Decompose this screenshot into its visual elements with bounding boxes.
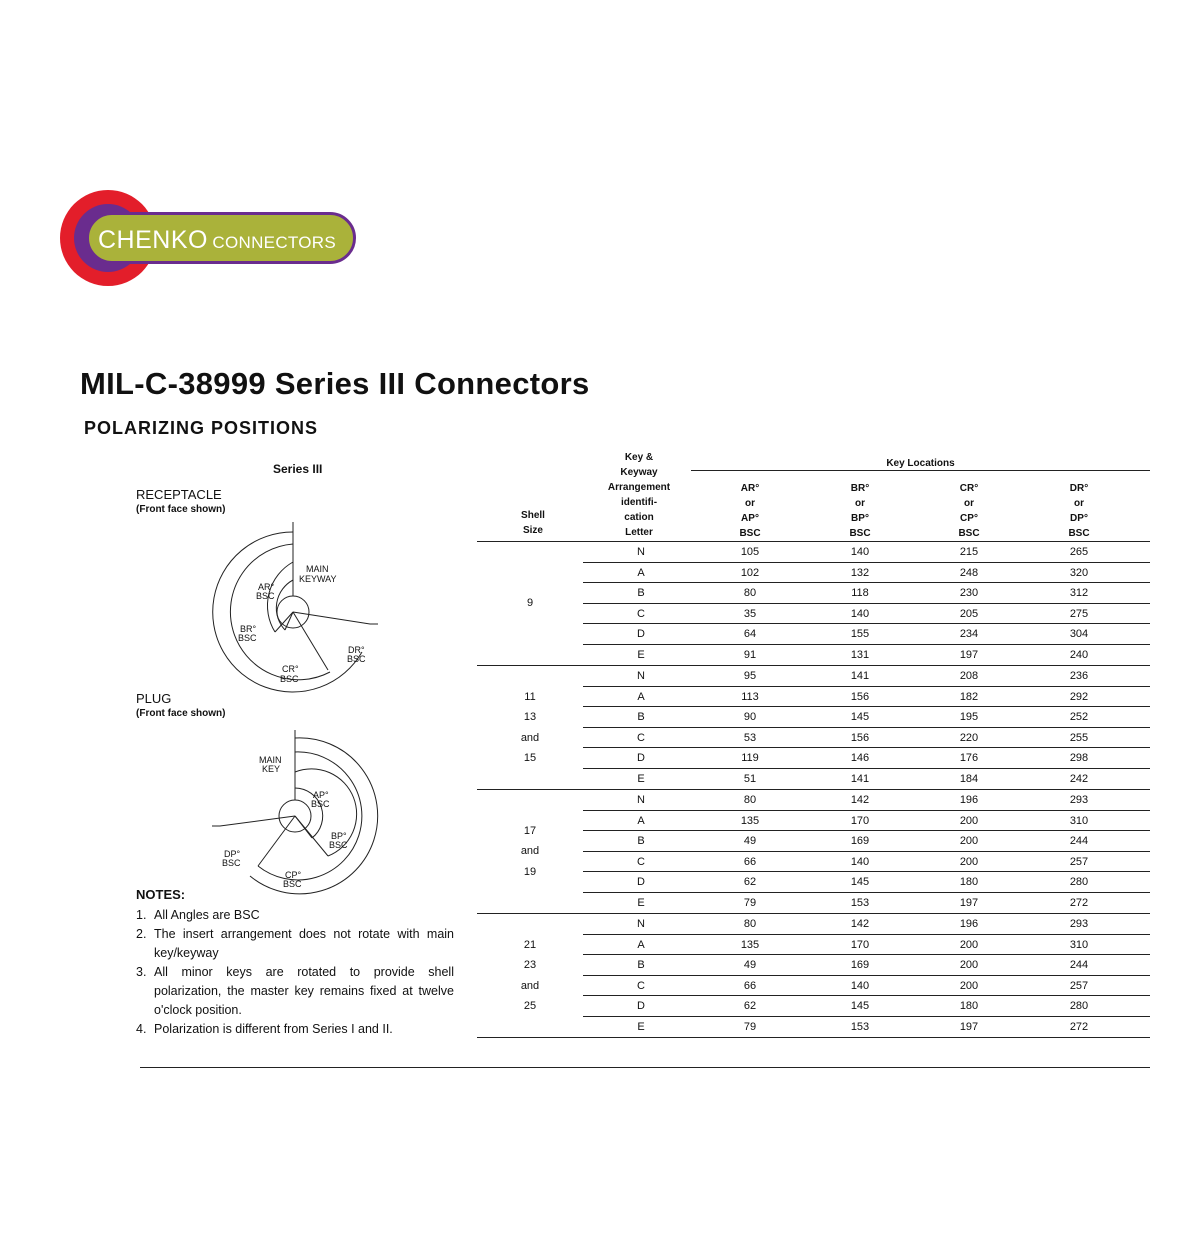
table-cell: 197 xyxy=(959,648,979,661)
table-cell: 53 xyxy=(743,731,757,744)
table-cell: 272 xyxy=(1069,896,1089,909)
page-subtitle: POLARIZING POSITIONS xyxy=(84,418,319,438)
table-cell: 257 xyxy=(1069,979,1089,992)
table-cell: E xyxy=(637,772,645,785)
table-cell: 135 xyxy=(740,814,760,827)
table-cell: N xyxy=(637,918,645,930)
table-cell: 298 xyxy=(1069,752,1089,764)
table-row xyxy=(477,624,1150,645)
table-cell: 153 xyxy=(850,896,870,909)
table-cell: 310 xyxy=(1069,938,1089,951)
table-cell: 132 xyxy=(850,566,870,579)
table-cell: 292 xyxy=(1069,690,1089,703)
table-cell: 293 xyxy=(1069,918,1089,930)
shell-size-cell: 17 and 19 xyxy=(520,824,540,878)
note-item xyxy=(136,925,454,963)
header-cr: CR° or CP° BSC xyxy=(958,483,980,539)
page-title: MIL-C-38999 Series III Connectors xyxy=(80,366,590,401)
shell-size-group xyxy=(477,790,1150,914)
table-row xyxy=(477,583,1150,604)
table-cell: 200 xyxy=(959,979,979,992)
table-cell: 156 xyxy=(850,731,870,744)
table-cell: 49 xyxy=(743,835,757,847)
table-cell: D xyxy=(637,628,645,640)
logo-text xyxy=(98,226,336,255)
table-cell: D xyxy=(637,1000,645,1012)
receptacle-main-label-2: KEYWAY xyxy=(299,574,337,584)
receptacle-cr-label: CR° xyxy=(282,664,299,674)
receptacle-dr-label: DR° xyxy=(348,645,365,655)
table-cell: 80 xyxy=(743,918,757,930)
table-cell: 312 xyxy=(1069,587,1089,599)
receptacle-main-label-1: MAIN xyxy=(306,564,329,574)
table-cell: 280 xyxy=(1069,876,1089,888)
table-cell: 66 xyxy=(743,855,757,868)
table-cell: 64 xyxy=(743,628,757,640)
table-cell: 95 xyxy=(743,670,757,682)
table-row xyxy=(477,604,1150,625)
table-cell: 195 xyxy=(959,711,979,723)
table-cell: B xyxy=(637,587,645,599)
note-number: 1. xyxy=(136,908,147,922)
table-cell: 35 xyxy=(743,607,757,620)
plug-dp-bsc: BSC xyxy=(222,858,241,868)
table-row xyxy=(477,935,1150,956)
note-number: 2. xyxy=(136,927,147,941)
table-cell: E xyxy=(637,1020,645,1033)
table-cell: 156 xyxy=(850,690,870,703)
shell-size-group xyxy=(477,914,1150,1038)
table-cell: 145 xyxy=(850,711,870,723)
table-cell: 153 xyxy=(850,1020,870,1033)
table-cell: 169 xyxy=(850,959,870,971)
shell-size-cell: 21 23 and 25 xyxy=(520,938,540,1012)
plug-label: PLUG xyxy=(136,691,172,706)
table-cell: 113 xyxy=(741,690,759,703)
table-cell: 80 xyxy=(743,587,757,599)
table-cell: 240 xyxy=(1069,648,1089,661)
table-cell: 242 xyxy=(1069,772,1089,785)
table-cell: 275 xyxy=(1069,607,1089,620)
table-cell: 145 xyxy=(850,876,870,888)
table-cell: 105 xyxy=(740,546,760,558)
table-row xyxy=(477,976,1150,997)
table-row xyxy=(477,645,1150,666)
table-cell: 244 xyxy=(1069,835,1089,847)
series-label: Series III xyxy=(273,462,323,476)
header-dr: DR° or DP° BSC xyxy=(1068,483,1090,539)
bottom-rule xyxy=(140,1067,1150,1068)
table-cell: 200 xyxy=(959,835,979,847)
table-body xyxy=(477,542,1150,1038)
table-row xyxy=(477,872,1150,893)
table-header xyxy=(477,448,1150,542)
shell-size-cell: 9 xyxy=(526,597,534,610)
table-cell: 234 xyxy=(959,628,979,640)
table-cell: C xyxy=(637,855,645,868)
note-item xyxy=(136,963,454,1020)
table-cell: 142 xyxy=(850,918,870,930)
plug-cp-label: CP° xyxy=(285,870,302,880)
table-cell: 293 xyxy=(1069,794,1089,806)
table-cell: A xyxy=(637,690,645,703)
table-cell: 265 xyxy=(1069,546,1089,558)
table-cell: 79 xyxy=(743,896,757,909)
table-cell: D xyxy=(637,752,645,764)
table-row xyxy=(477,748,1150,769)
table-cell: 200 xyxy=(959,938,979,951)
table-row xyxy=(477,831,1150,852)
plug-dp-label: DP° xyxy=(224,849,241,859)
table-cell: 255 xyxy=(1069,731,1089,744)
table-cell: 200 xyxy=(959,814,979,827)
plug-bp-label: BP° xyxy=(331,831,347,841)
table-row xyxy=(477,790,1150,811)
plug-sub: (Front face shown) xyxy=(136,708,226,719)
table-cell: 197 xyxy=(959,1020,979,1033)
table-cell: N xyxy=(637,670,645,682)
table-cell: 320 xyxy=(1069,566,1089,579)
table-cell: 205 xyxy=(959,607,979,620)
table-cell: E xyxy=(637,896,645,909)
table-row xyxy=(477,996,1150,1017)
table-cell: 236 xyxy=(1069,670,1089,682)
table-cell: N xyxy=(637,546,645,558)
note-text: All Angles are BSC xyxy=(154,908,260,922)
table-cell: 140 xyxy=(850,607,870,620)
table-cell: D xyxy=(637,876,645,888)
table-cell: 118 xyxy=(851,587,869,599)
table-cell: 140 xyxy=(850,546,870,558)
table-cell: 131 xyxy=(850,648,870,661)
table-cell: B xyxy=(637,835,645,847)
table-cell: B xyxy=(637,959,645,971)
receptacle-ar-label: AR° xyxy=(258,582,275,592)
table-cell: 304 xyxy=(1069,628,1089,640)
table-row xyxy=(477,666,1150,687)
header-key-locations: Key Locations xyxy=(886,458,955,469)
table-cell: 141 xyxy=(850,670,870,682)
header-key-letter: Key & Keyway Arrangement identifi- cation Letter xyxy=(607,452,671,538)
table-row xyxy=(477,687,1150,708)
table-cell: 180 xyxy=(959,1000,979,1012)
shell-size-cell: 11 13 and 15 xyxy=(520,690,540,764)
table-row xyxy=(477,1017,1150,1038)
receptacle-dr-bsc: BSC xyxy=(347,654,366,664)
table-cell: 200 xyxy=(959,959,979,971)
table-cell: 145 xyxy=(850,1000,870,1012)
table-cell: 170 xyxy=(850,814,870,827)
table-cell: 184 xyxy=(959,772,979,785)
table-cell: C xyxy=(637,979,645,992)
receptacle-label: RECEPTACLE xyxy=(136,487,222,502)
table-cell: C xyxy=(637,607,645,620)
note-number: 3. xyxy=(136,965,147,979)
notes-title: NOTES: xyxy=(136,887,186,902)
table-cell: A xyxy=(637,814,645,827)
table-cell: 182 xyxy=(959,690,979,703)
table-cell: 142 xyxy=(850,794,870,806)
note-text: Polarization is different from Series I and II. xyxy=(154,1022,393,1036)
receptacle-cr-bsc: BSC xyxy=(280,674,299,684)
note-number: 4. xyxy=(136,1022,147,1036)
notes-list xyxy=(136,906,454,1039)
table-cell: 196 xyxy=(959,794,979,806)
table-cell: 51 xyxy=(743,772,757,785)
table-cell: E xyxy=(637,648,645,661)
table-cell: 180 xyxy=(959,876,979,888)
table-row xyxy=(477,728,1150,749)
key-locations-table xyxy=(477,448,1150,1038)
plug-ap-label: AP° xyxy=(313,790,329,800)
table-cell: 196 xyxy=(959,918,979,930)
table-cell: 102 xyxy=(740,566,760,579)
table-cell: 90 xyxy=(743,711,757,723)
table-cell: 200 xyxy=(959,855,979,868)
plug-main-label-2: KEY xyxy=(262,764,281,774)
table-cell: 197 xyxy=(959,896,979,909)
table-cell: 140 xyxy=(850,979,870,992)
table-cell: 230 xyxy=(959,587,979,599)
table-cell: 244 xyxy=(1069,959,1089,971)
table-cell: 80 xyxy=(743,794,757,806)
table-row xyxy=(477,955,1150,976)
receptacle-br-label: BR° xyxy=(240,624,257,634)
table-cell: 140 xyxy=(850,855,870,868)
table-cell: A xyxy=(637,566,645,579)
table-cell: 66 xyxy=(743,979,757,992)
table-cell: 169 xyxy=(850,835,870,847)
table-cell: 49 xyxy=(743,959,757,971)
shell-size-group xyxy=(477,666,1150,790)
receptacle-ar-bsc: BSC xyxy=(256,591,275,601)
table-cell: 220 xyxy=(959,731,979,744)
receptacle-sub: (Front face shown) xyxy=(136,504,226,515)
table-cell: 62 xyxy=(743,1000,757,1012)
table-cell: 252 xyxy=(1069,711,1089,723)
table-row xyxy=(477,542,1150,563)
plug-ap-bsc: BSC xyxy=(311,799,330,809)
table-cell: 146 xyxy=(850,752,870,764)
table-cell: 170 xyxy=(850,938,870,951)
logo-text-sub: CONNECTORS xyxy=(212,233,337,252)
table-cell: 155 xyxy=(850,628,870,640)
plug-diagram xyxy=(200,726,400,896)
note-item xyxy=(136,906,454,925)
table-cell: 272 xyxy=(1069,1020,1089,1033)
table-row xyxy=(477,811,1150,832)
header-shell-size: Shell Size xyxy=(521,510,545,536)
plug-main-label-1: MAIN xyxy=(259,755,282,765)
table-cell: 135 xyxy=(740,938,760,951)
plug-cp-bsc: BSC xyxy=(283,879,302,889)
table-cell: 310 xyxy=(1069,814,1089,827)
table-row xyxy=(477,893,1150,914)
receptacle-diagram xyxy=(200,522,400,697)
table-row xyxy=(477,914,1150,935)
header-br: BR° or BP° BSC xyxy=(849,483,871,539)
header-ar: AR° or AP° BSC xyxy=(739,483,761,539)
table-row xyxy=(477,852,1150,873)
table-cell: 208 xyxy=(959,670,979,682)
table-cell: 141 xyxy=(850,772,870,785)
table-cell: 215 xyxy=(959,546,979,558)
table-cell: 176 xyxy=(959,752,979,764)
table-row xyxy=(477,769,1150,790)
table-cell: 280 xyxy=(1069,1000,1089,1012)
table-cell: B xyxy=(637,711,645,723)
table-cell: 91 xyxy=(743,648,757,661)
logo-text-main: CHENKO xyxy=(98,226,208,254)
receptacle-br-bsc: BSC xyxy=(238,633,257,643)
table-row xyxy=(477,707,1150,728)
table-cell: 119 xyxy=(741,752,759,764)
table-cell: 257 xyxy=(1069,855,1089,868)
table-cell: 79 xyxy=(743,1020,757,1033)
note-text: All minor keys are rotated to provide shell polarization, the master key remains fixed at twelve o'clock position. xyxy=(154,965,454,1017)
company-logo xyxy=(60,190,360,290)
plug-bp-bsc: BSC xyxy=(329,840,348,850)
table-row xyxy=(477,563,1150,584)
table-cell: A xyxy=(637,938,645,951)
table-cell: C xyxy=(637,731,645,744)
table-cell: N xyxy=(637,794,645,806)
note-text: The insert arrangement does not rotate with main key/keyway xyxy=(154,927,454,960)
note-item xyxy=(136,1020,454,1039)
table-cell: 62 xyxy=(743,876,757,888)
table-cell: 248 xyxy=(959,566,979,579)
shell-size-group xyxy=(477,542,1150,666)
